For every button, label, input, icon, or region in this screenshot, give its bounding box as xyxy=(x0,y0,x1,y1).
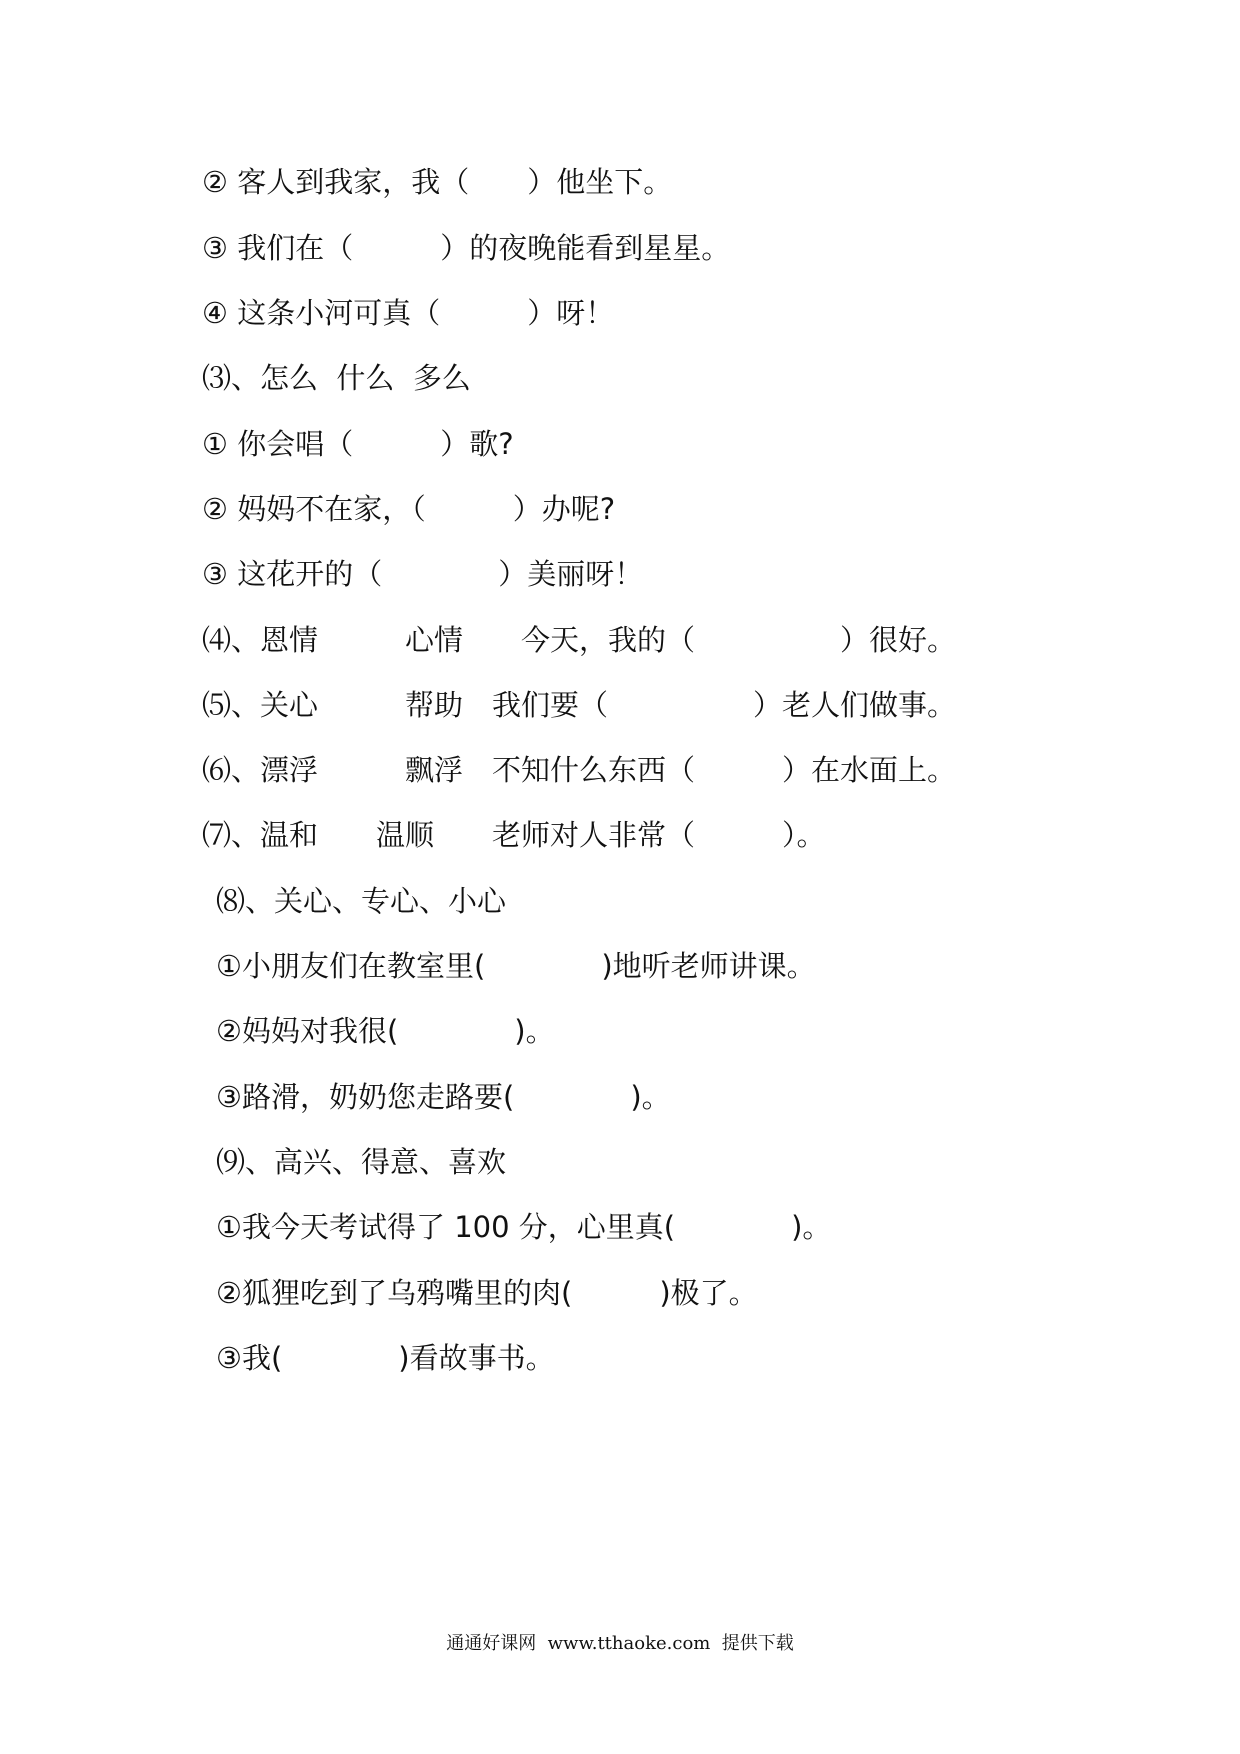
exercise-line-9-2: ②狐狸吃到了乌鸦嘴里的肉( )极了。 xyxy=(216,1276,758,1310)
exercise-line-9-3: ③我( )看故事书。 xyxy=(216,1341,555,1375)
exercise-line-8-1: ①小朋友们在教室里( )地听老师讲课。 xyxy=(216,949,816,983)
exercise-line-9-1: ①我今天考试得了 100 分，心里真( )。 xyxy=(216,1210,832,1244)
section-line-6: ⑹、漂浮 飘浮 不知什么东西（ ）在水面上。 xyxy=(202,753,957,787)
exercise-line-2-3: ③ 我们在（ ）的夜晚能看到星星。 xyxy=(202,231,731,265)
exercise-line-8-3: ③路滑，奶奶您走路要( )。 xyxy=(216,1080,671,1114)
exercise-line-3-2: ② 妈妈不在家，（ ）办呢? xyxy=(202,492,616,526)
section-heading-8: ⑻、关心、专心、小心 xyxy=(216,884,507,918)
exercise-line-2-4: ④ 这条小河可真（ ）呀！ xyxy=(202,296,615,330)
section-line-4: ⑷、恩情 心情 今天，我的（ ）很好。 xyxy=(202,623,957,657)
section-heading-3: ⑶、怎么 什么 多么 xyxy=(202,361,471,395)
exercise-line-2-2: ② 客人到我家，我（ ）他坐下。 xyxy=(202,165,673,199)
exercise-line-3-3: ③ 这花开的（ ）美丽呀！ xyxy=(202,557,644,591)
page-footer: 通通好课网 www.tthaoke.com 提供下载 xyxy=(446,1633,794,1654)
exercise-line-8-2: ②妈妈对我很( )。 xyxy=(216,1014,555,1048)
section-line-5: ⑸、关心 帮助 我们要（ ）老人们做事。 xyxy=(202,688,957,722)
section-heading-9: ⑼、高兴、得意、喜欢 xyxy=(216,1145,507,1179)
section-line-7: ⑺、温和 温顺 老师对人非常（ ）。 xyxy=(202,818,826,852)
exercise-line-3-1: ① 你会唱（ ）歌? xyxy=(202,427,514,461)
